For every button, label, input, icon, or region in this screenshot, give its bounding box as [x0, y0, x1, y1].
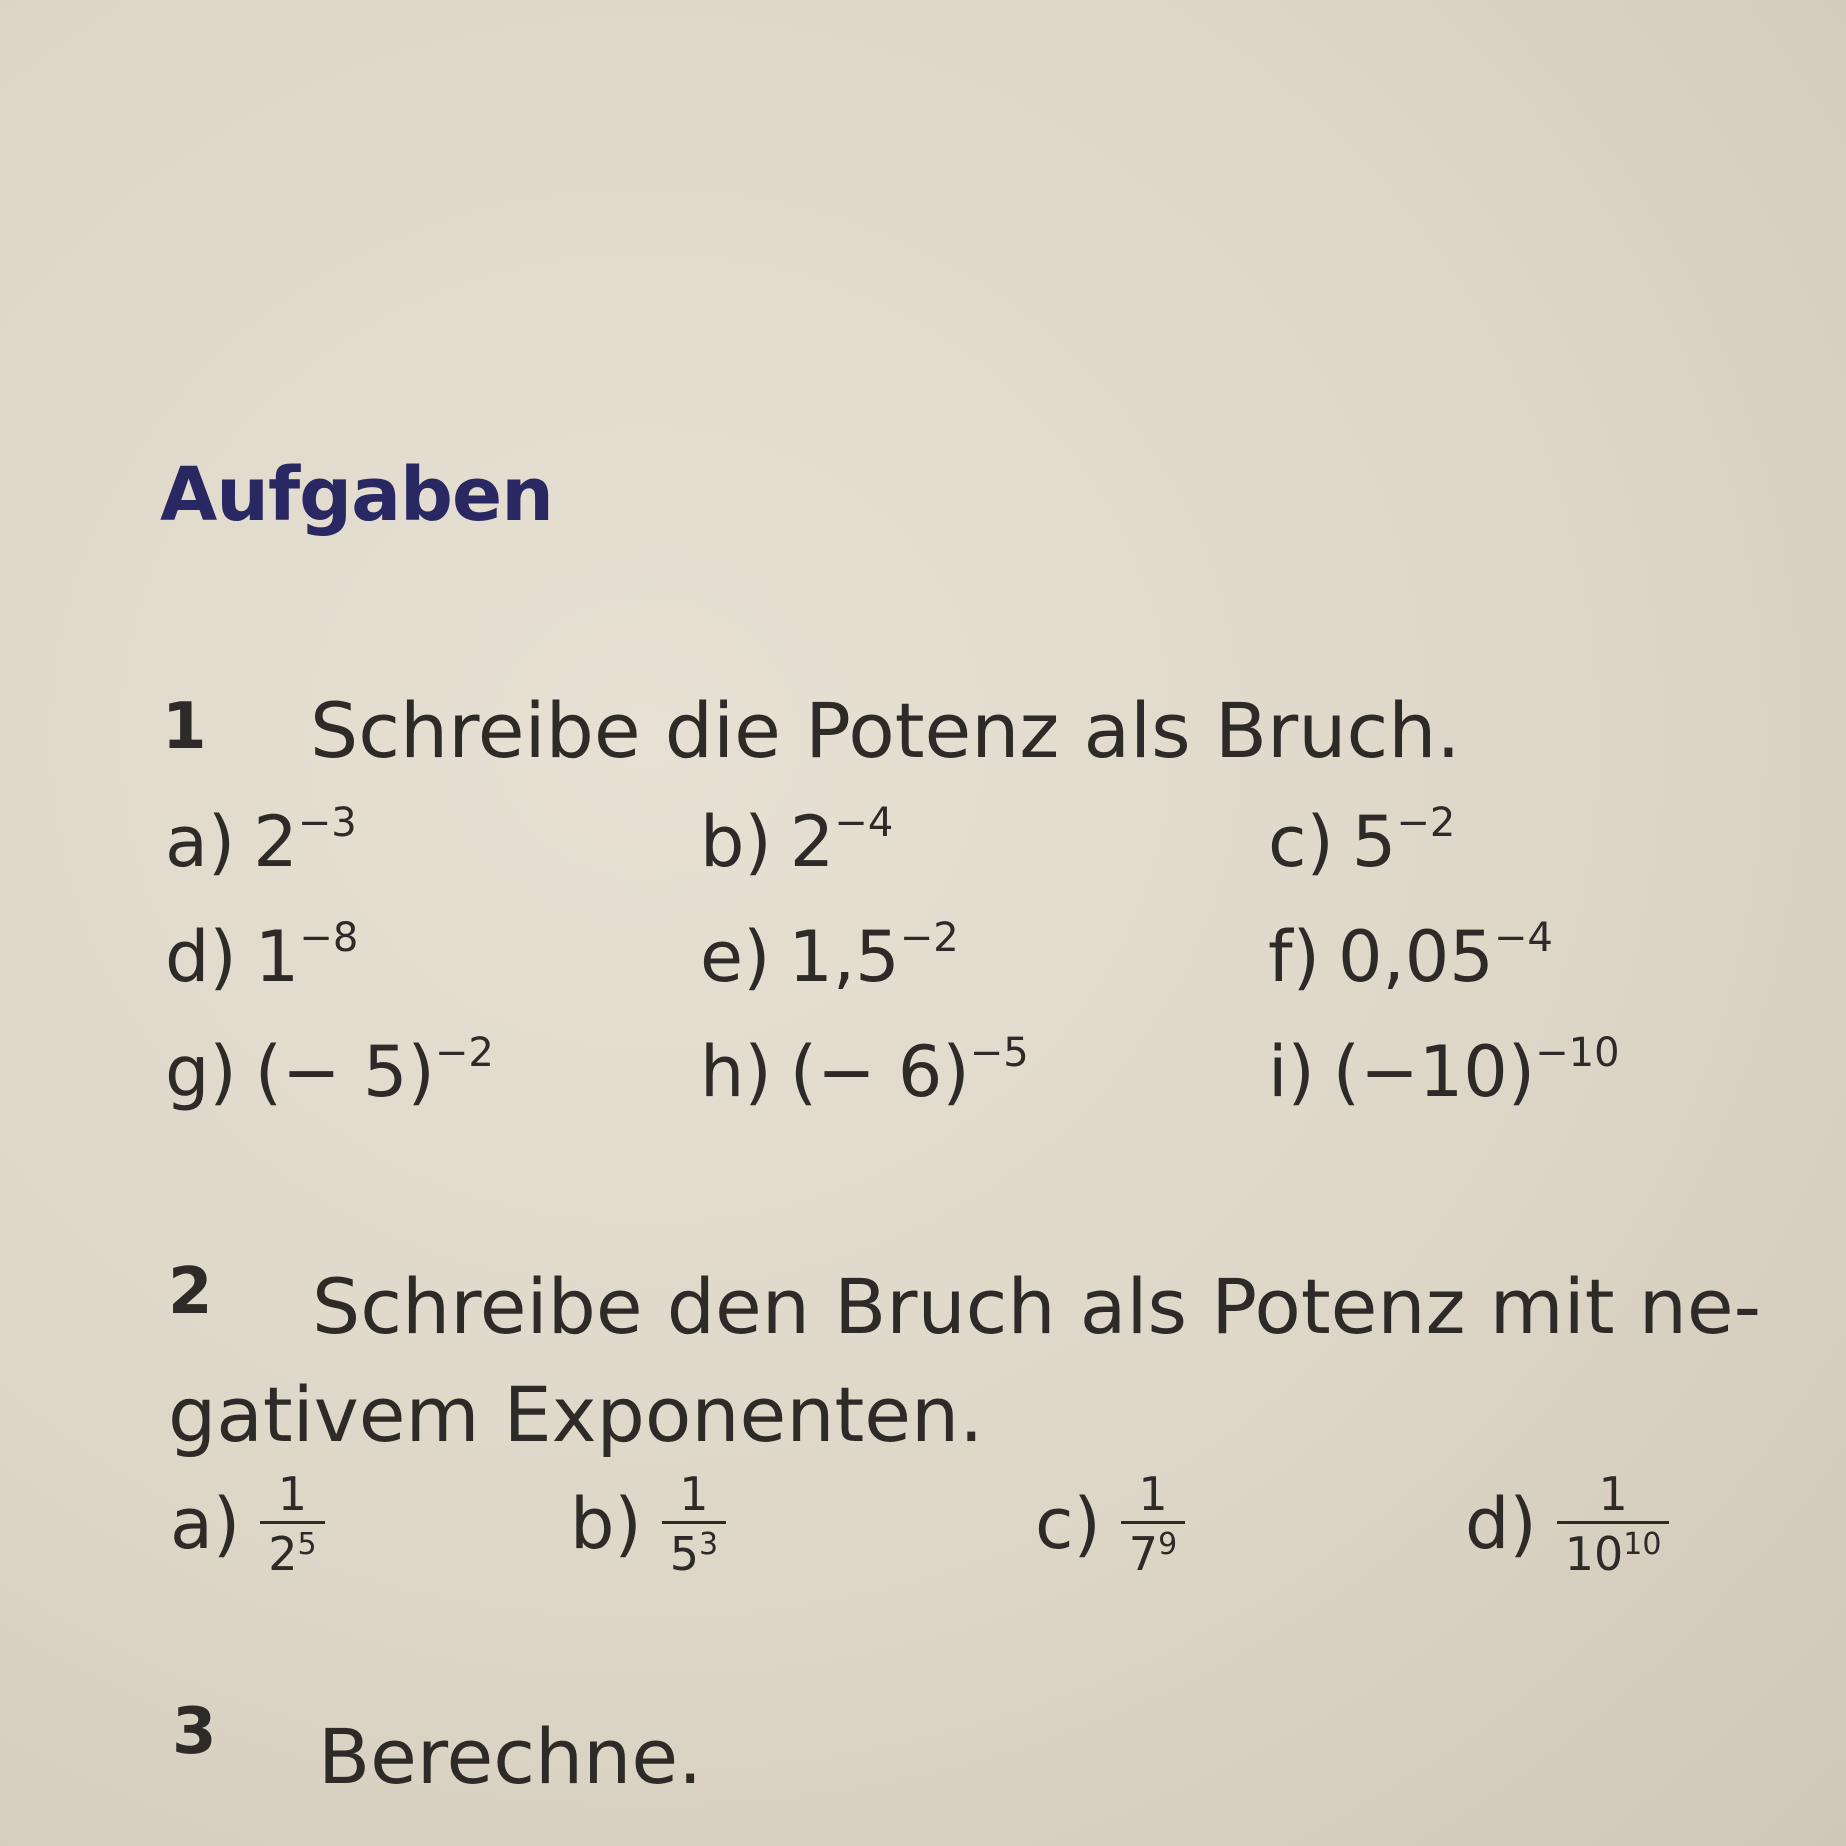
denominator-base: 2	[268, 1526, 298, 1581]
fraction-numerator: 1	[1138, 1467, 1168, 1521]
fraction-numerator: 1	[277, 1467, 308, 1521]
task-2-instruction-line-2: gativem Exponenten.	[168, 1370, 984, 1459]
item-label: d)	[165, 916, 237, 998]
item-label: d)	[1465, 1483, 1537, 1566]
item-label: h)	[700, 1031, 772, 1113]
item-exponent: −2	[1396, 800, 1456, 846]
task-1-item-d	[165, 915, 358, 998]
fraction	[1557, 1468, 1670, 1581]
item-exponent: −2	[899, 915, 959, 961]
item-exponent: −3	[297, 800, 357, 846]
fraction-denominator	[1121, 1521, 1185, 1581]
denominator-exponent: 5	[297, 1526, 317, 1562]
item-base: 5	[1351, 801, 1397, 883]
item-exponent: −5	[969, 1030, 1029, 1076]
task-2-item-c	[1035, 1468, 1185, 1581]
task-1-item-a	[165, 800, 357, 883]
denominator-exponent: 9	[1158, 1526, 1178, 1562]
item-base: (− 6)	[789, 1031, 970, 1113]
item-label: b)	[570, 1483, 642, 1566]
item-base: 1	[254, 916, 300, 998]
task-1-item-h	[700, 1030, 1029, 1113]
task-2-item-d	[1465, 1468, 1669, 1581]
task-3-number: 3	[172, 1695, 217, 1769]
item-exponent: −2	[434, 1030, 494, 1076]
task-1-instruction: Schreibe die Potenz als Bruch.	[310, 686, 1461, 775]
item-base: 2	[789, 801, 835, 883]
fraction-denominator	[260, 1521, 324, 1581]
item-label: f)	[1268, 916, 1320, 998]
item-label: a)	[170, 1483, 241, 1566]
section-heading: Aufgaben	[160, 452, 553, 538]
item-exponent: −4	[1493, 915, 1553, 961]
fraction	[662, 1468, 726, 1581]
fraction-numerator: 1	[679, 1467, 709, 1521]
denominator-base: 5	[669, 1526, 700, 1581]
task-1-item-b	[700, 800, 893, 883]
fraction-denominator	[1557, 1521, 1670, 1581]
item-label: c)	[1035, 1483, 1101, 1566]
item-base: (− 5)	[254, 1031, 435, 1113]
item-label: g)	[165, 1031, 237, 1113]
fraction-denominator	[662, 1521, 726, 1581]
item-base: 1,5	[788, 916, 900, 998]
denominator-exponent: 3	[699, 1526, 719, 1562]
item-label: c)	[1268, 801, 1334, 883]
denominator-base: 7	[1128, 1526, 1159, 1581]
item-exponent: −4	[834, 800, 894, 846]
task-2-item-b	[570, 1468, 726, 1581]
task-3-instruction: Berechne.	[318, 1712, 703, 1801]
task-1-number: 1	[162, 690, 207, 764]
task-1-item-g	[165, 1030, 494, 1113]
denominator-exponent: 10	[1623, 1526, 1662, 1562]
task-1-item-i	[1268, 1030, 1620, 1113]
task-2-item-a	[170, 1468, 325, 1581]
item-exponent: −10	[1535, 1030, 1620, 1076]
fraction	[260, 1468, 324, 1581]
denominator-base: 10	[1564, 1526, 1624, 1581]
item-base: 2	[253, 801, 298, 883]
task-2-number: 2	[168, 1255, 213, 1329]
item-label: i)	[1268, 1031, 1315, 1113]
task-1-item-f	[1268, 915, 1553, 998]
item-base: 0,05	[1337, 916, 1494, 998]
task-2-instruction-line-1: Schreibe den Bruch als Potenz mit ne-	[312, 1262, 1762, 1351]
fraction	[1121, 1468, 1185, 1581]
task-1-item-c	[1268, 800, 1455, 883]
item-label: b)	[700, 801, 772, 883]
item-exponent: −8	[299, 915, 359, 961]
item-base: (−10)	[1332, 1031, 1536, 1113]
fraction-numerator: 1	[1598, 1467, 1628, 1521]
task-1-item-e	[700, 915, 959, 998]
item-label: a)	[165, 801, 236, 883]
item-label: e)	[700, 916, 771, 998]
